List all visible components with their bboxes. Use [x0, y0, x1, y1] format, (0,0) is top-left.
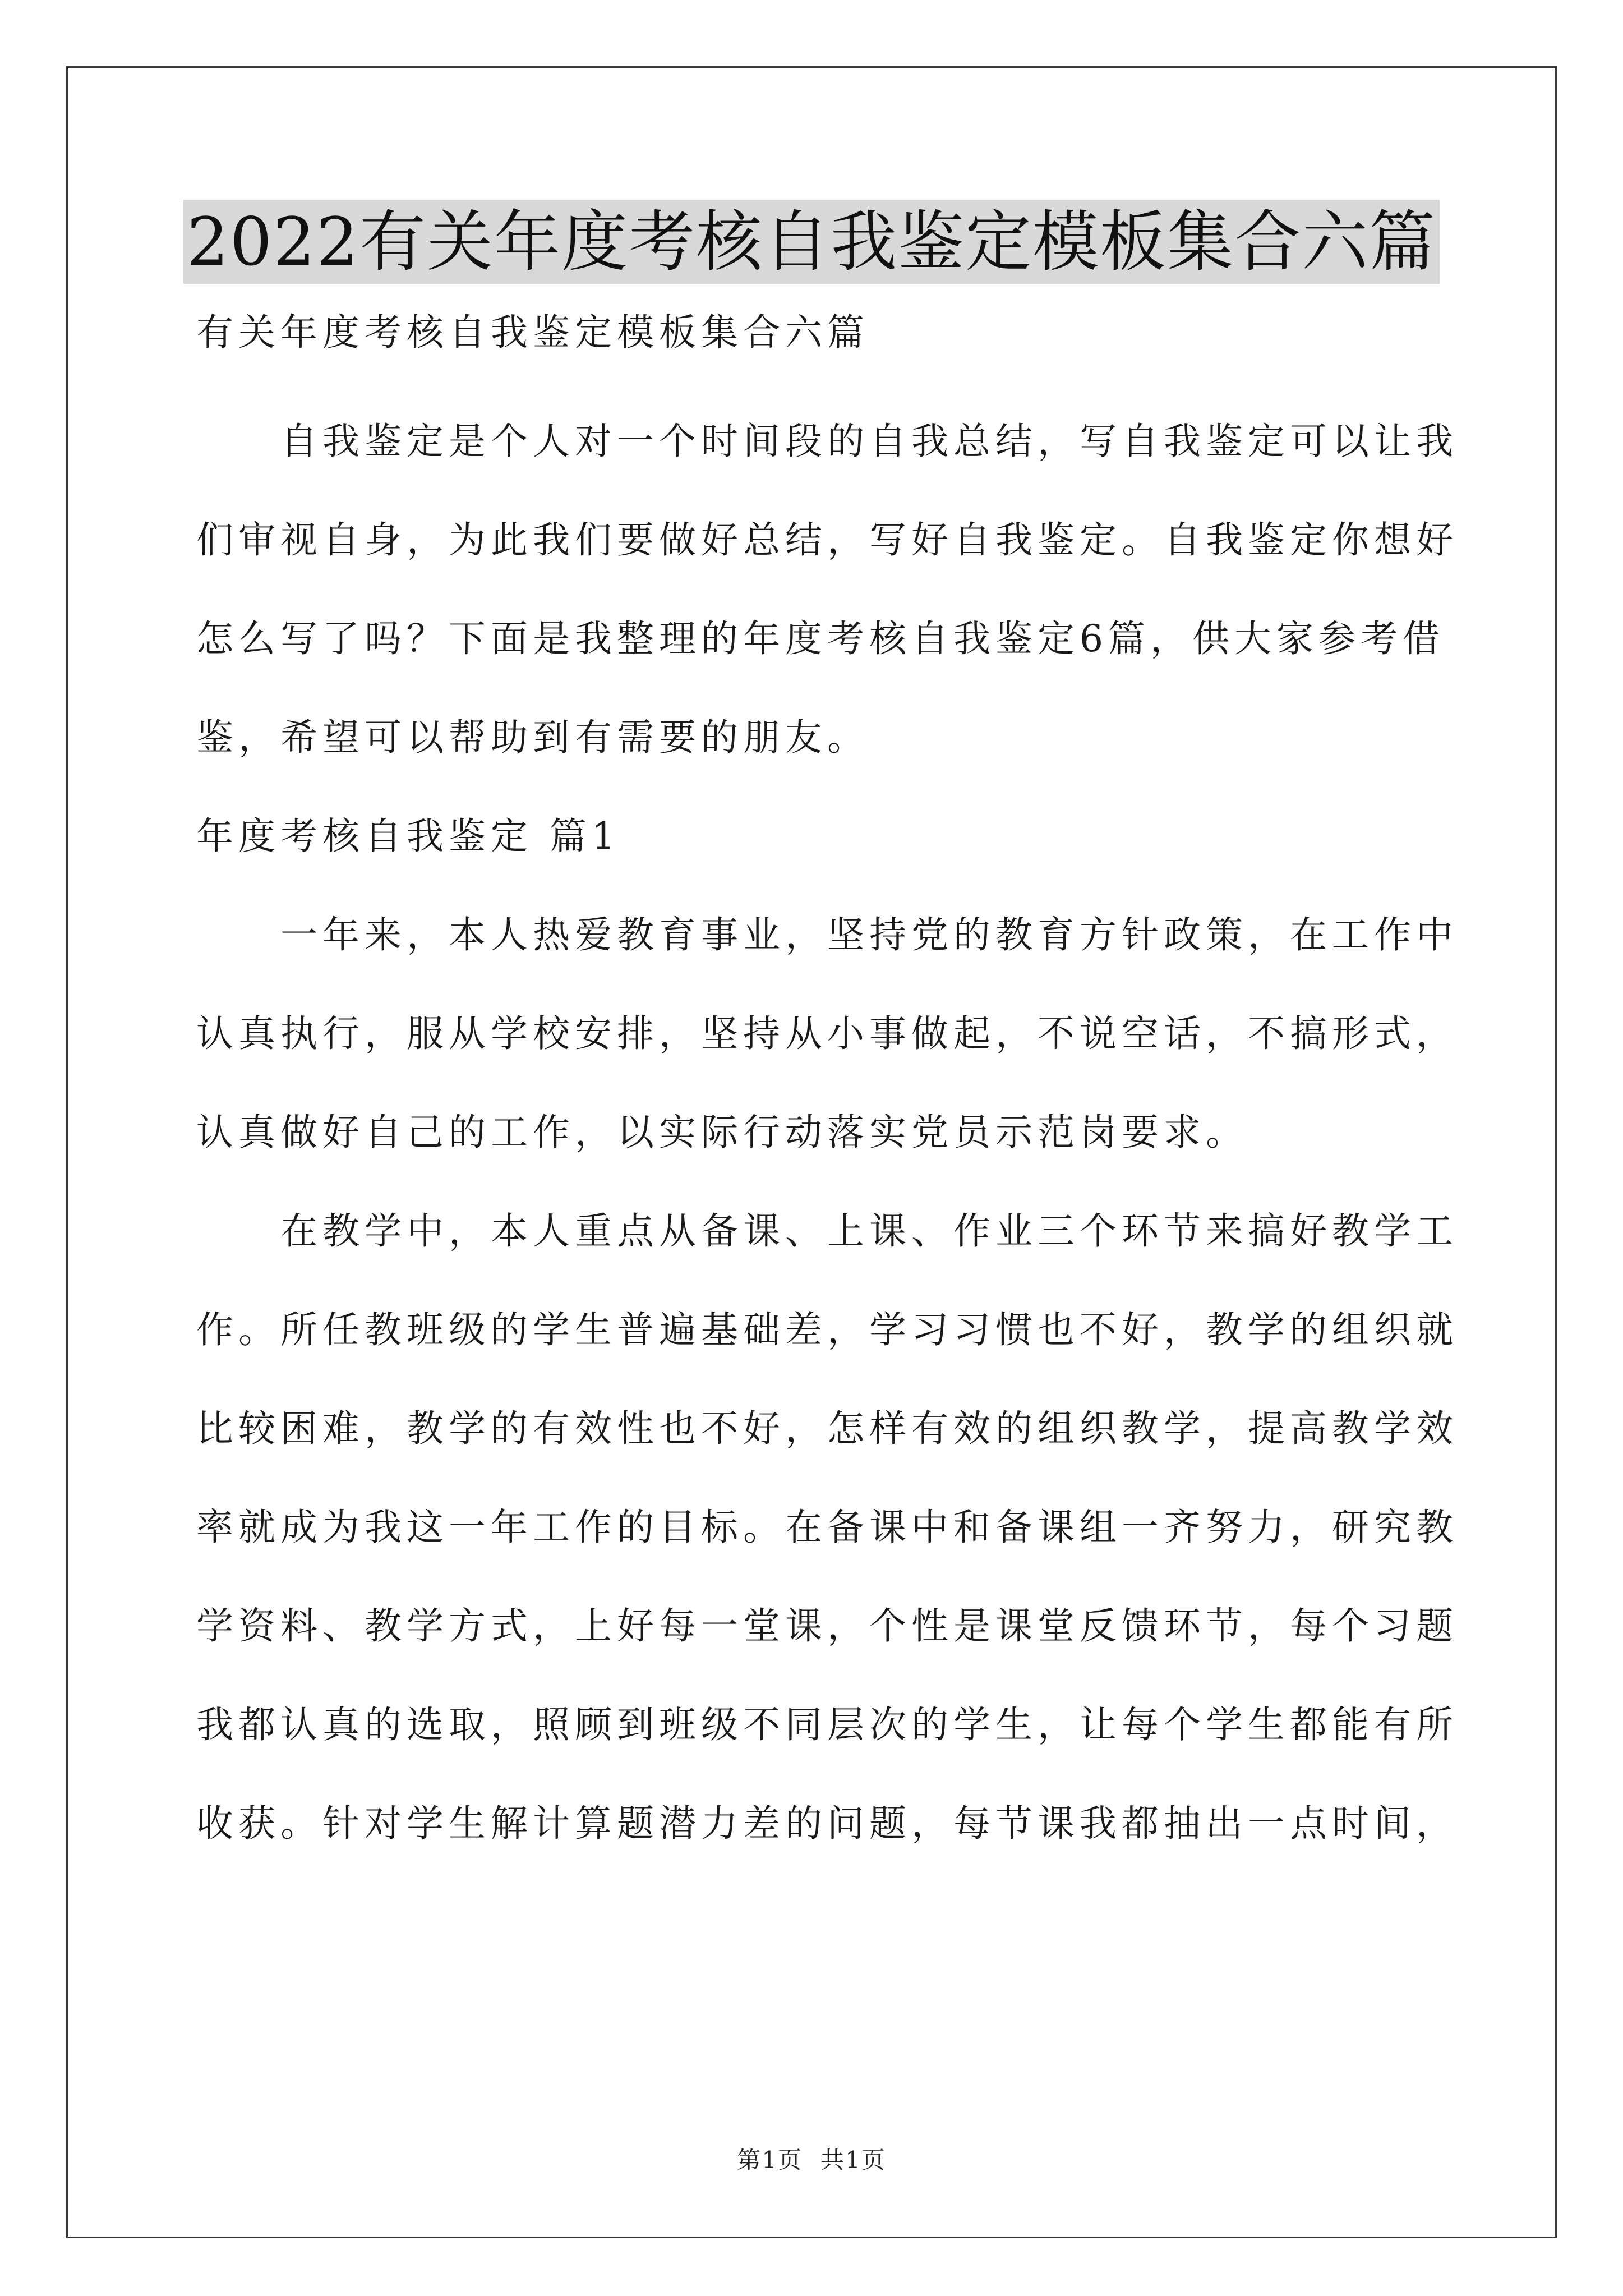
paragraph-line: 学资料、教学方式，上好每一堂课，个性是课堂反馈环节，每个习题	[196, 1604, 1458, 1648]
paragraph-line: 在教学中，本人重点从备课、上课、作业三个环节来搞好教学工	[280, 1209, 1458, 1253]
paragraph-line: 我都认真的选取，照顾到班级不同层次的学生，让每个学生都能有所	[196, 1703, 1458, 1746]
intro-line: 怎么写了吗？下面是我整理的年度考核自我鉴定6篇，供大家参考借	[196, 617, 1445, 660]
intro-line: 鉴，希望可以帮助到有需要的朋友。	[196, 716, 869, 759]
paragraph-line: 认真做好自己的工作，以实际行动落实党员示范岗要求。	[196, 1111, 1248, 1154]
paragraph-line: 一年来，本人热爱教育事业，坚持党的教育方针政策，在工作中	[280, 913, 1458, 956]
paragraph-line: 比较困难，教学的有效性也不好，怎样有效的组织教学，提高教学效	[196, 1407, 1458, 1450]
page-number: 第1页	[737, 2146, 803, 2174]
document-subtitle: 有关年度考核自我鉴定模板集合六篇	[196, 311, 869, 354]
section-heading: 年度考核自我鉴定 篇1	[196, 815, 620, 858]
page-total: 共1页	[820, 2146, 886, 2174]
paragraph-line: 作。所任教班级的学生普遍基础差，学习习惯也不好，教学的组织就	[196, 1308, 1458, 1351]
page-footer	[0, 2146, 1623, 2174]
document-title: 2022有关年度考核自我鉴定模板集合六篇	[183, 200, 1440, 284]
title-container	[0, 200, 1623, 284]
paragraph-line: 收获。针对学生解计算题潜力差的问题，每节课我都抽出一点时间，	[196, 1802, 1458, 1845]
intro-line: 们审视自身，为此我们要做好总结，写好自我鉴定。自我鉴定你想好	[196, 518, 1458, 562]
paragraph-line: 认真执行，服从学校安排，坚持从小事做起，不说空话，不搞形式，	[196, 1012, 1458, 1055]
paragraph-line: 率就成为我这一年工作的目标。在备课中和备课组一齐努力，研究教	[196, 1506, 1458, 1549]
intro-line: 自我鉴定是个人对一个时间段的自我总结，写自我鉴定可以让我	[280, 420, 1458, 463]
